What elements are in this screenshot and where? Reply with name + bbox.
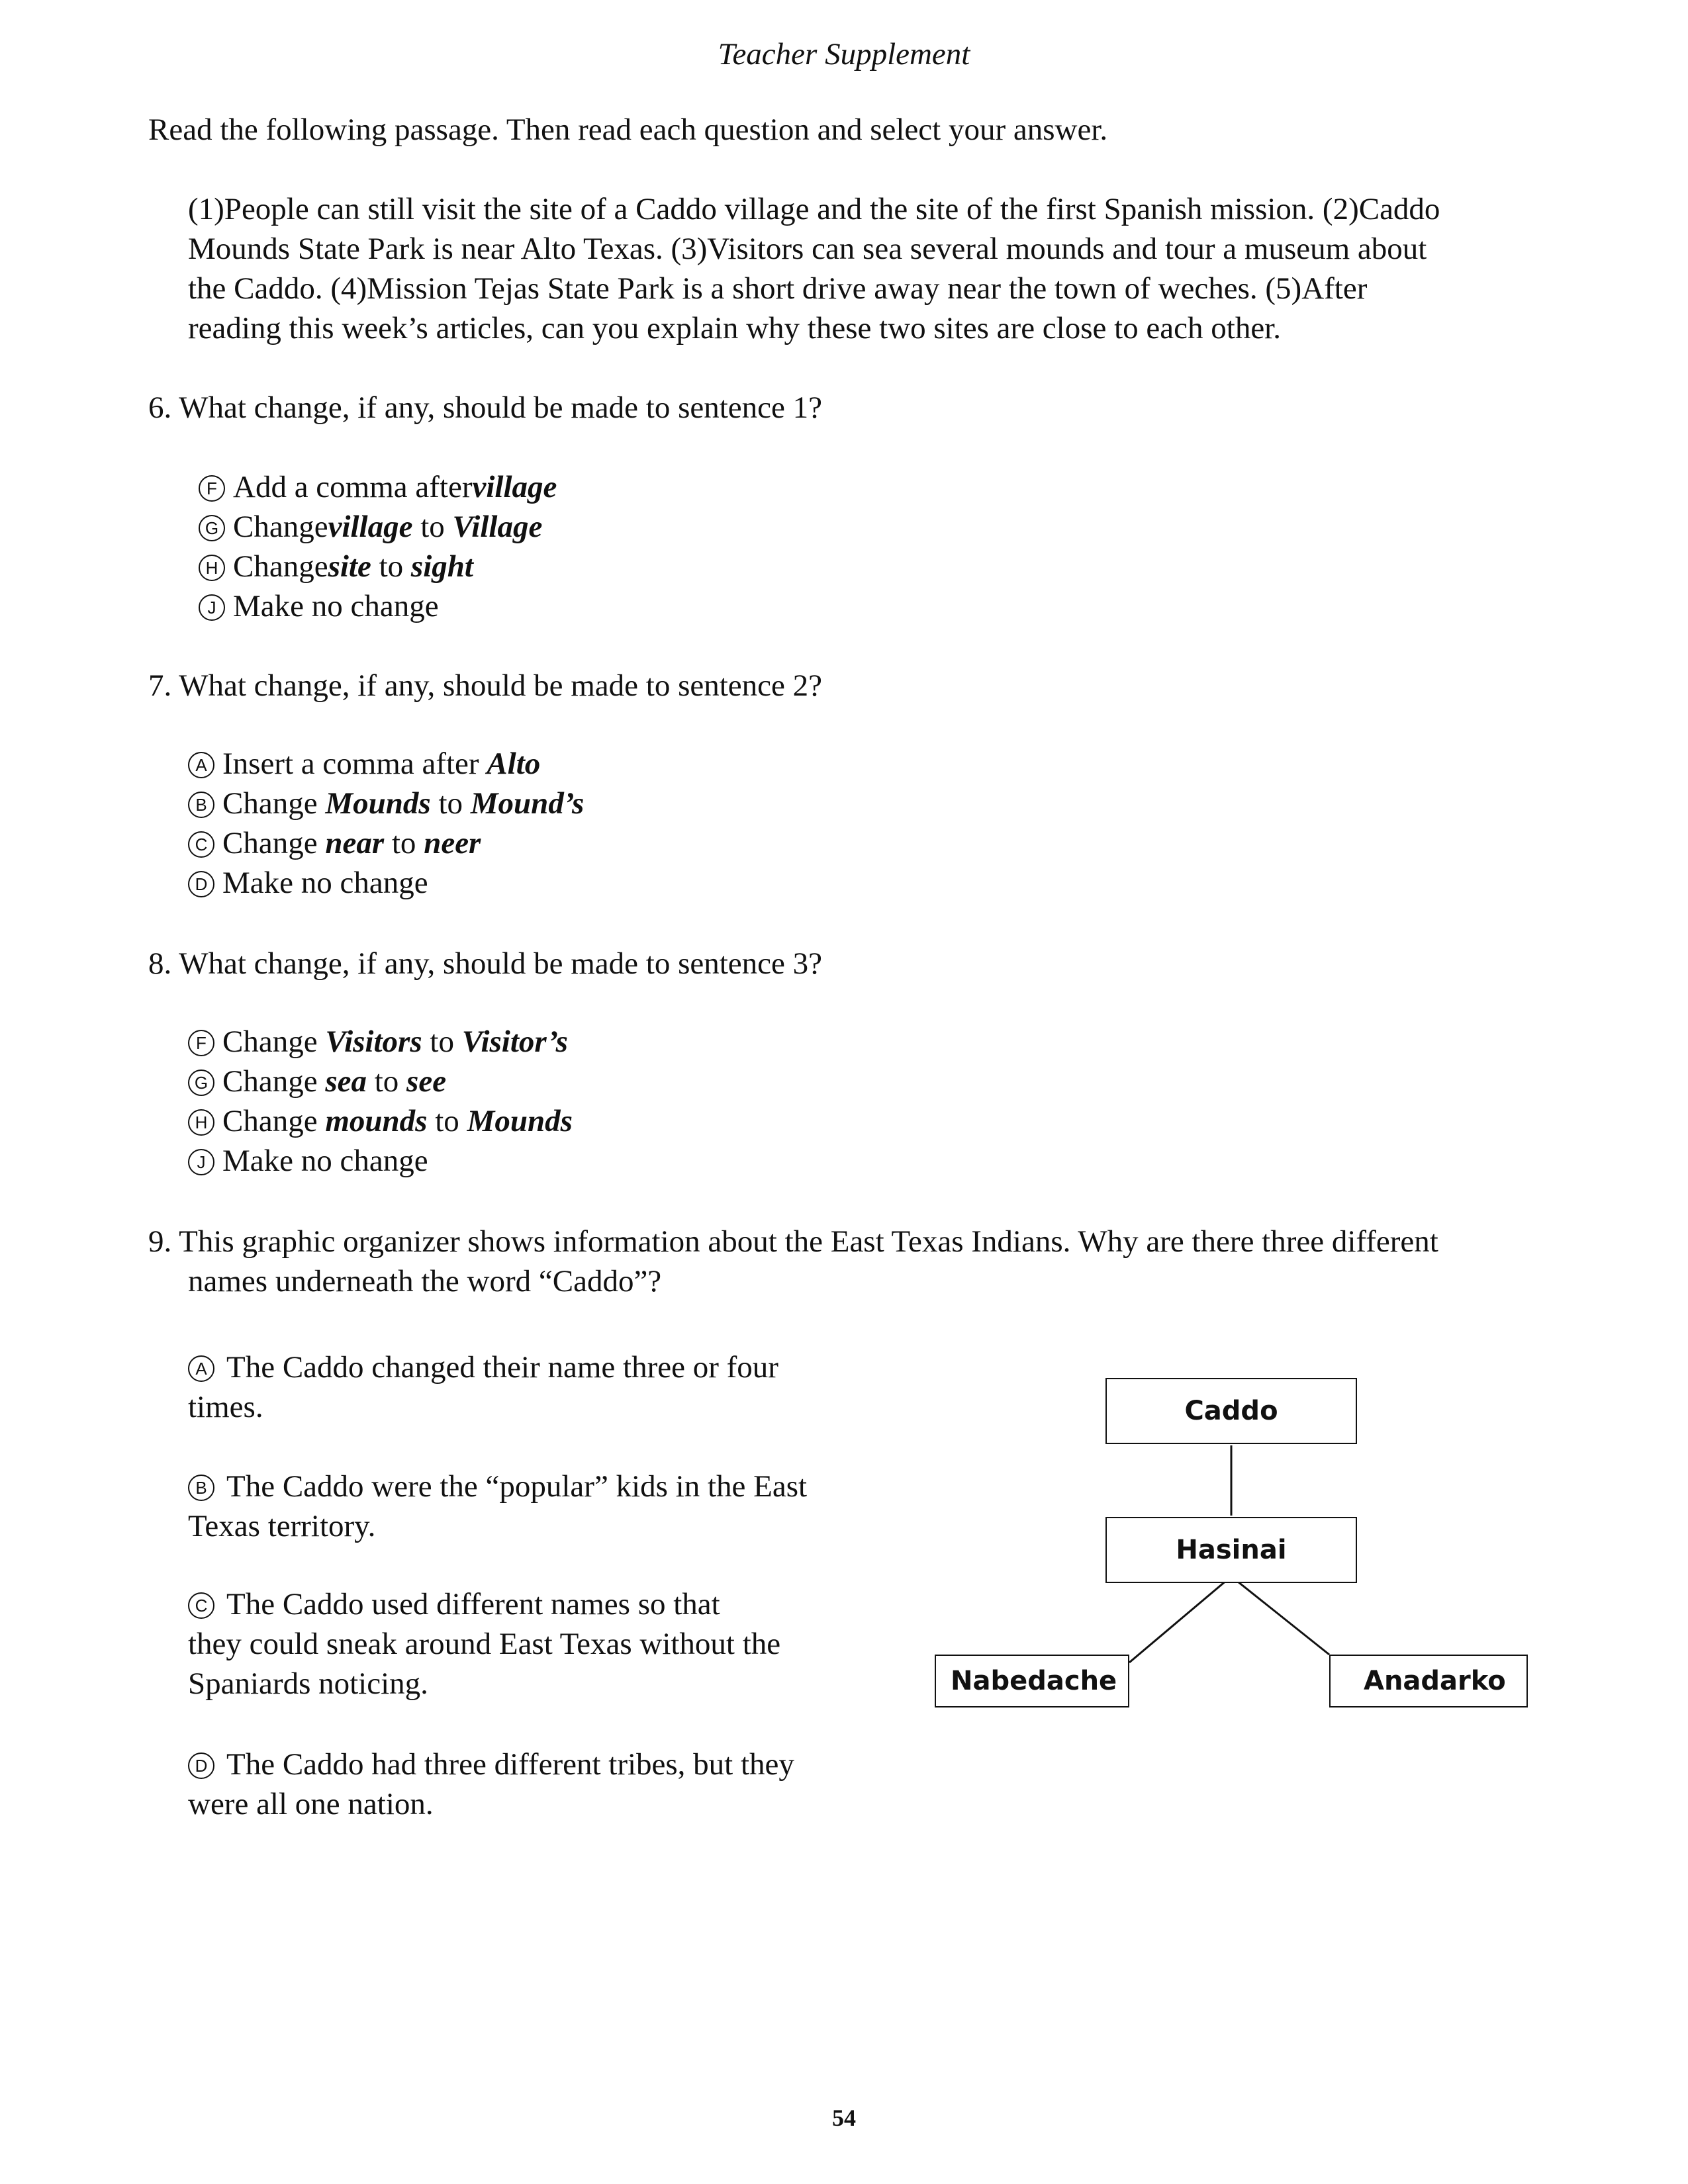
- answer-choice-h[interactable]: H Change mounds to Mounds: [188, 1101, 982, 1141]
- choice-letter-icon: J: [188, 1149, 214, 1175]
- caddo-box: Caddo: [1105, 1378, 1357, 1444]
- choice-letter-icon: C: [188, 831, 214, 858]
- page-header: Teacher Supplement: [718, 37, 970, 71]
- answer-choice-j[interactable]: J Make no change: [188, 1141, 982, 1181]
- choice-letter-icon: G: [199, 515, 225, 541]
- question-6-prompt: 6. What change, if any, should be made to sentence 1?: [148, 390, 822, 425]
- answer-choice-d[interactable]: D The Caddo had three different tribes, but they were all one nation.: [188, 1747, 794, 1821]
- answer-choice-c[interactable]: C The Caddo used different names so that they could sneak around East Texas without the Spaniards noticing.: [188, 1587, 781, 1701]
- passage-line: Mounds State Park is near Alto Texas. (3)Visitors can sea several mounds and tour a museum about: [188, 232, 1427, 266]
- answer-choice-f[interactable]: F Add a comma after village: [199, 467, 993, 507]
- passage-line: reading this week’s articles, can you explain why these two sites are close to each other.: [188, 311, 1281, 345]
- nabedache-box: Nabedache: [935, 1655, 1129, 1707]
- choice-letter-icon: F: [199, 475, 225, 502]
- hasinai-box: Hasinai: [1105, 1517, 1357, 1583]
- answer-choice-f[interactable]: F Change Visitors to Visitor’s: [188, 1022, 982, 1062]
- page-number: 54: [832, 2105, 856, 2131]
- choice-letter-icon: C: [188, 1592, 214, 1619]
- choice-letter-icon: J: [199, 594, 225, 621]
- passage-line: (1)People can still visit the site of a Caddo village and the site of the first Spanish mission. (2)Caddo: [188, 192, 1440, 226]
- choice-letter-icon: A: [188, 752, 214, 778]
- choice-letter-icon: A: [188, 1355, 214, 1382]
- answer-choice-g[interactable]: G Change sea to see: [188, 1062, 982, 1101]
- choice-letter-icon: B: [188, 1475, 214, 1501]
- graphic-organizer: [914, 1377, 1549, 1721]
- answer-choice-c[interactable]: C Change near to neer: [188, 823, 982, 863]
- question-7-prompt: 7. What change, if any, should be made to sentence 2?: [148, 668, 822, 703]
- question-7-choices: [188, 744, 982, 903]
- passage: [188, 189, 1538, 348]
- choice-letter-icon: B: [188, 792, 214, 818]
- choice-letter-icon: H: [199, 555, 225, 581]
- answer-choice-a[interactable]: A Insert a comma after Alto: [188, 744, 982, 784]
- answer-choice-h[interactable]: H Change site to sight: [199, 547, 993, 586]
- choice-letter-icon: D: [188, 1752, 214, 1779]
- question-6-choices: [199, 467, 993, 626]
- choice-letter-icon: F: [188, 1030, 214, 1056]
- answer-choice-a[interactable]: A The Caddo changed their name three or four times.: [188, 1350, 778, 1424]
- passage-line: the Caddo. (4)Mission Tejas State Park is a short drive away near the town of weches. (5)After: [188, 271, 1368, 306]
- answer-choice-j[interactable]: J Make no change: [199, 586, 993, 626]
- answer-choice-b[interactable]: B Change Mounds to Mound’s: [188, 784, 982, 823]
- question-9-prompt: 9. This graphic organizer shows information about the East Texas Indians. Why are there three different names underneath the word “Caddo”?: [148, 1224, 1438, 1298]
- answer-choice-b[interactable]: B The Caddo were the “popular” kids in the East Texas territory.: [188, 1469, 808, 1543]
- answer-choice-g[interactable]: G Change village to Village: [199, 507, 993, 547]
- instructions: Read the following passage. Then read each question and select your answer.: [148, 113, 1108, 147]
- choice-letter-icon: G: [188, 1069, 214, 1096]
- choice-letter-icon: H: [188, 1109, 214, 1136]
- answer-choice-d[interactable]: D Make no change: [188, 863, 982, 903]
- choice-letter-icon: D: [188, 871, 214, 897]
- anadarko-box: Anadarko: [1329, 1655, 1528, 1707]
- question-8-choices: [188, 1022, 982, 1181]
- question-8-prompt: 8. What change, if any, should be made to sentence 3?: [148, 946, 822, 981]
